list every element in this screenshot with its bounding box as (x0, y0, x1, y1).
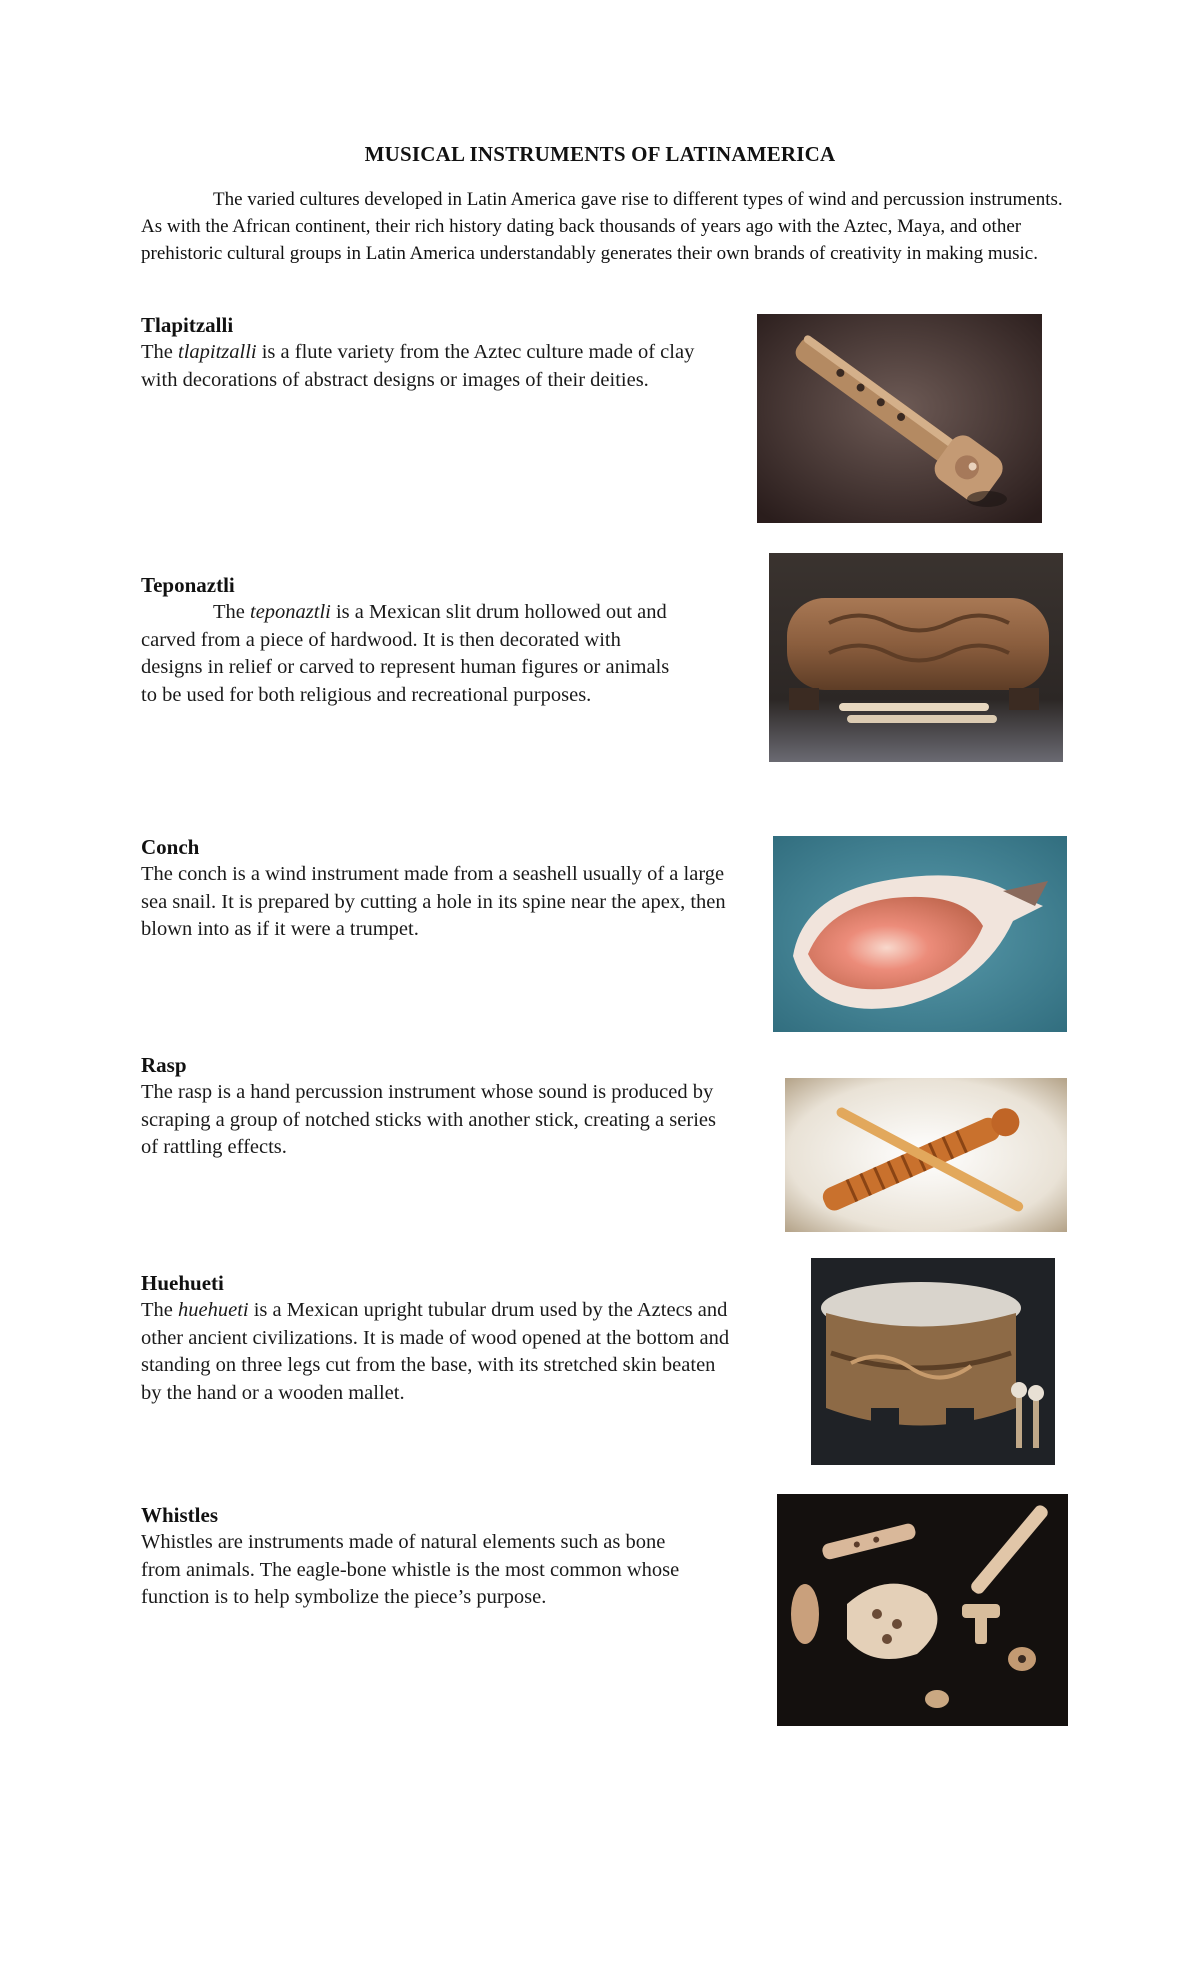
page-title: MUSICAL INSTRUMENTS OF LATINAMERICA (364, 142, 836, 166)
section-rasp (141, 1052, 731, 1162)
teponaztli-photo (769, 553, 1063, 762)
section-heading: Rasp (141, 1053, 187, 1077)
intro-paragraph (141, 186, 1071, 267)
section-heading: Conch (141, 835, 200, 859)
section-text: The rasp is a hand percussion instrument whose sound is produced by scraping a group of notched sticks with another stick, creating a series of rattling effects. (141, 1081, 716, 1158)
text-run: The (141, 341, 178, 363)
huehueti-photo (811, 1258, 1055, 1465)
intro-text: The varied cultures developed in Latin America gave rise to different types of wind and percussion instruments. As with the African continent, their rich history dating back thousands of years ago with the Aztec, Maya, and other prehistoric cultural groups in Latin America understandably generates their own brands of creativity in making music. (141, 189, 1063, 264)
instrument-term: teponaztli (250, 601, 331, 623)
section-text (141, 1297, 731, 1407)
section-heading: Whistles (141, 1503, 219, 1527)
section-teponaztli (141, 572, 681, 709)
tlapitzalli-photo (757, 314, 1042, 523)
rasp-photo (785, 1078, 1067, 1232)
text-run: is a flute variety from the Aztec culture made of clay with decorations of abstract designs or images of their deities. (141, 341, 695, 391)
text-run: is a Mexican upright tubular drum used by the Aztecs and other ancient civilizations. It is made of wood opened at the bottom and standing on three legs cut from the base, with its stretched skin beaten by the hand or a wooden mallet. (141, 1299, 730, 1404)
text-run: The (213, 601, 250, 623)
section-text (141, 339, 731, 394)
text-run: is a Mexican slit drum hollowed out and carved from a piece of hardwood. It is then decorated with designs in relief or carved to represent human figures or animals to be used for both religious and recreational purposes. (141, 601, 670, 706)
instrument-term: tlapitzalli (178, 341, 257, 363)
section-conch (141, 834, 731, 944)
section-whistles (141, 1502, 701, 1612)
section-heading: Tlapitzalli (141, 313, 234, 337)
conch-photo (773, 836, 1067, 1032)
whistles-photo (777, 1494, 1068, 1726)
section-heading: Huehueti (141, 1271, 224, 1295)
section-heading: Teponaztli (141, 573, 235, 597)
section-tlapitzalli (141, 312, 731, 394)
section-text (141, 599, 681, 709)
instrument-term: huehueti (178, 1299, 249, 1321)
section-text: Whistles are instruments made of natural elements such as bone from animals. The eagle-bone whistle is the most common whose function is to help symbolize the piece’s purpose. (141, 1531, 680, 1608)
section-huehueti (141, 1270, 731, 1407)
text-run: The (141, 1299, 178, 1321)
section-text: The conch is a wind instrument made from a seashell usually of a large sea snail. It is prepared by cutting a hole in its spine near the apex, then blown into as if it were a trumpet. (141, 863, 726, 940)
